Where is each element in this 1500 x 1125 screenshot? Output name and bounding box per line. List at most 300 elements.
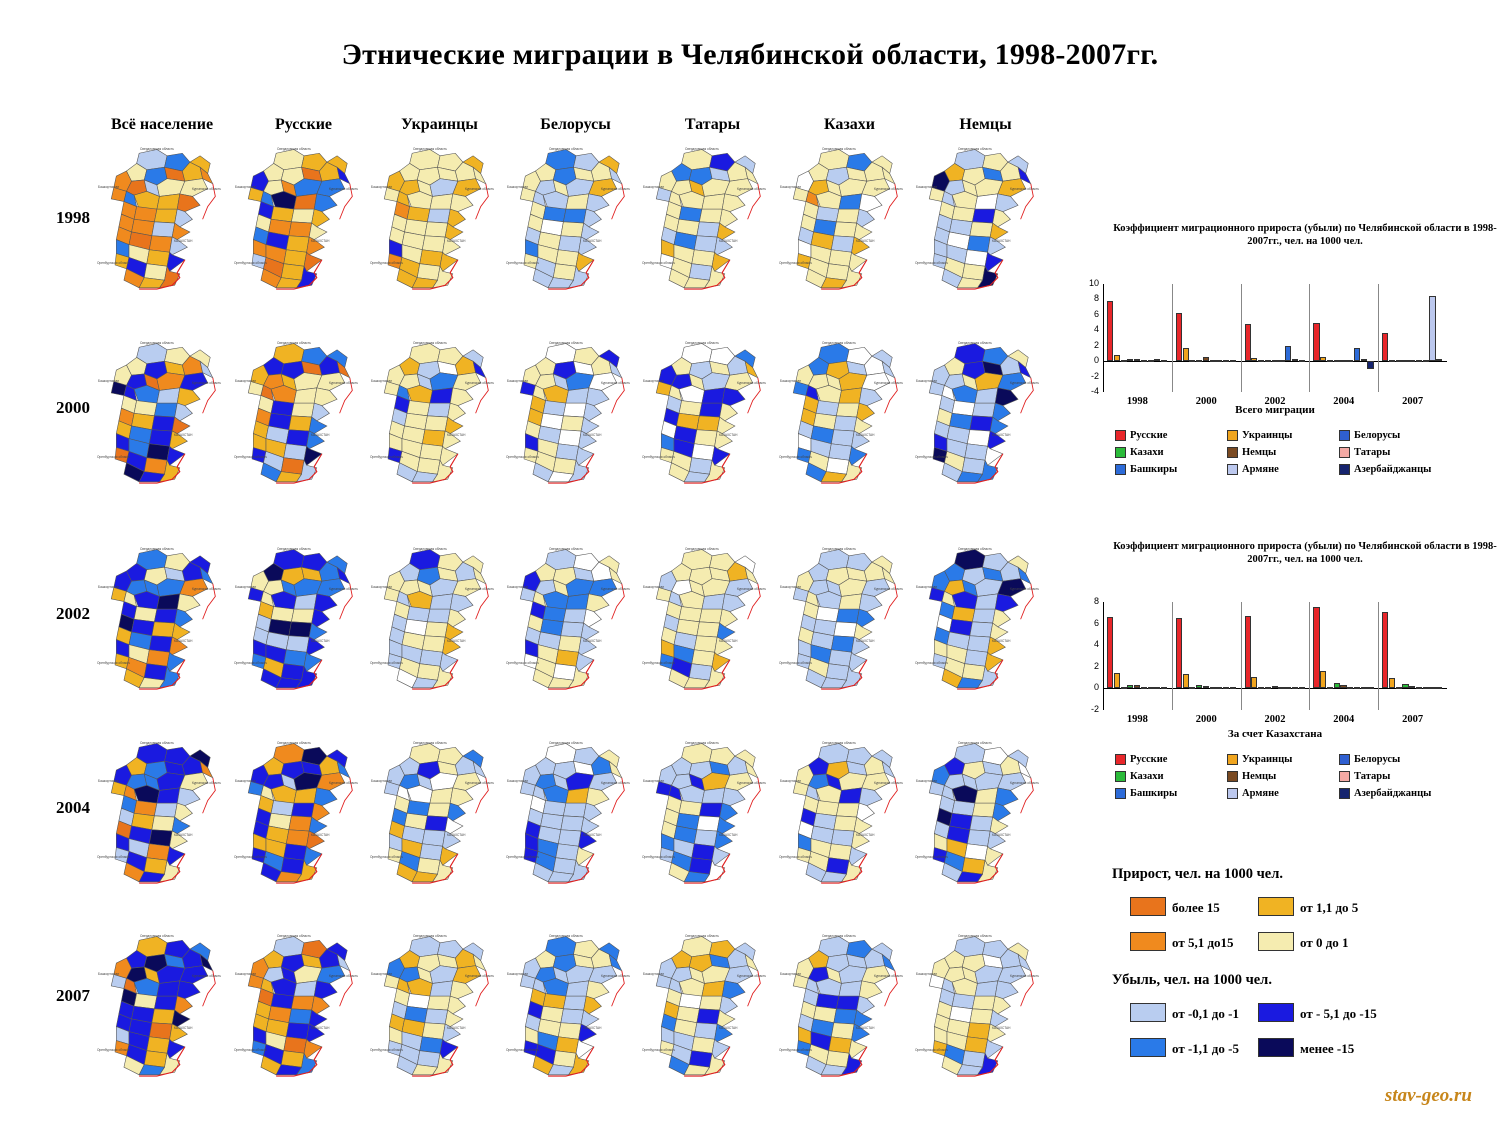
- chart-bar: [1389, 678, 1395, 689]
- chart-legend-label: Азербайджанцы: [1354, 464, 1432, 475]
- chart-legend-swatch: [1339, 430, 1350, 441]
- row-header-2000: 2000: [56, 398, 90, 417]
- map-2000-col6: [914, 337, 1046, 487]
- map-label-neighbor-4: КАЗАХСТАН: [447, 639, 466, 643]
- map-label-neighbor-2: Башкортостан: [235, 585, 257, 589]
- chart-legend-label: Татары: [1354, 447, 1391, 458]
- chart-bar: [1265, 360, 1271, 362]
- legend-growth-swatch-2: [1130, 932, 1166, 951]
- map-label-neighbor-4: КАЗАХСТАН: [856, 239, 875, 243]
- chart-ytick: 6: [1093, 617, 1099, 628]
- map-label-neighbor-1: Курганская область: [329, 781, 359, 785]
- chart-ytick: 4: [1093, 324, 1099, 335]
- chart-bar: [1127, 685, 1133, 689]
- map-1998-col4: [641, 143, 773, 293]
- map-label-neighbor-3: Оренбургская область: [915, 1048, 949, 1052]
- chart-ytick: 8: [1093, 293, 1099, 304]
- map-label-neighbor-0: Свердловская область: [822, 147, 856, 151]
- chart-bar: [1285, 346, 1291, 361]
- chart-bar: [1210, 360, 1216, 362]
- chart-legend-label: Русские: [1130, 430, 1168, 441]
- chart-bar: [1216, 360, 1222, 362]
- chart-bar: [1299, 360, 1305, 362]
- map-label-neighbor-0: Свердловская область: [140, 741, 174, 745]
- chart-legend-label: Азербайджанцы: [1354, 788, 1432, 799]
- map-label-neighbor-1: Курганская область: [737, 587, 767, 591]
- chart-bar: [1409, 360, 1415, 362]
- map-label-neighbor-2: Башкортостан: [507, 379, 529, 383]
- chart-group-divider: [1378, 284, 1379, 392]
- map-label-neighbor-1: Курганская область: [601, 187, 631, 191]
- chart-ytick: -2: [1090, 370, 1099, 381]
- chart-legend-item: [1227, 788, 1279, 799]
- chart-bar: [1134, 359, 1140, 361]
- chart-group-divider: [1241, 284, 1242, 392]
- chart-bar: [1141, 687, 1147, 689]
- map-2007-col0: [96, 930, 228, 1080]
- row-header-2004: 2004: [56, 798, 90, 817]
- chart-bar: [1327, 360, 1333, 362]
- map-2000-col4: [641, 337, 773, 487]
- chart-bar: [1313, 607, 1319, 688]
- chart-1-plot: [1088, 278, 1447, 407]
- chart-legend-swatch: [1227, 771, 1238, 782]
- map-label-neighbor-3: Оренбургская область: [506, 455, 540, 459]
- chart-2-legend: [1115, 754, 1455, 810]
- map-label-neighbor-4: КАЗАХСТАН: [719, 639, 738, 643]
- legend-decline-label-3: менее -15: [1300, 1041, 1355, 1056]
- map-label-neighbor-0: Свердловская область: [277, 341, 311, 345]
- map-label-neighbor-4: КАЗАХСТАН: [583, 1026, 602, 1030]
- chart-bar: [1436, 687, 1442, 689]
- map-label-neighbor-0: Свердловская область: [277, 547, 311, 551]
- map-label-neighbor-3: Оренбургская область: [506, 1048, 540, 1052]
- chart-category-label: 1998: [1126, 714, 1148, 725]
- map-label-neighbor-4: КАЗАХСТАН: [311, 833, 330, 837]
- chart-bar: [1189, 687, 1195, 689]
- chart-bar: [1134, 685, 1140, 688]
- map-label-neighbor-1: Курганская область: [1010, 187, 1040, 191]
- column-header-belorusy: Белорусы: [540, 116, 611, 133]
- map-label-neighbor-0: Свердловская область: [140, 341, 174, 345]
- chart-legend-item: [1227, 430, 1292, 441]
- chart-bar: [1183, 348, 1189, 361]
- chart-bar: [1327, 687, 1333, 689]
- map-label-neighbor-2: Башкортостан: [780, 379, 802, 383]
- map-2000-col3: [505, 337, 637, 487]
- chart-bar: [1423, 687, 1429, 689]
- column-header-russkie: Русские: [274, 116, 333, 133]
- chart-legend-label: Русские: [1130, 754, 1168, 765]
- chart-group-divider: [1309, 284, 1310, 392]
- map-label-neighbor-0: Свердловская область: [140, 934, 174, 938]
- map-label-neighbor-0: Свердловская область: [822, 341, 856, 345]
- map-label-neighbor-2: Башкортостан: [235, 972, 257, 976]
- chart-ytick: 2: [1093, 339, 1099, 350]
- map-2002-col2: [369, 543, 501, 693]
- chart-bar: [1223, 360, 1229, 362]
- chart-y-axis: [1103, 602, 1104, 710]
- map-label-neighbor-3: Оренбургская область: [915, 455, 949, 459]
- chart-bar: [1148, 360, 1154, 362]
- chart-legend-item: [1227, 771, 1276, 782]
- map-label-neighbor-4: КАЗАХСТАН: [719, 833, 738, 837]
- chart-legend-swatch: [1115, 771, 1126, 782]
- map-2004-col3: [505, 737, 637, 887]
- map-1998-col3: [505, 143, 637, 293]
- map-label-neighbor-4: КАЗАХСТАН: [447, 833, 466, 837]
- chart-legend-label: Казахи: [1130, 771, 1164, 782]
- map-label-neighbor-2: Башкортостан: [643, 585, 665, 589]
- chart-bar: [1299, 687, 1305, 689]
- map-label-neighbor-0: Свердловская область: [413, 341, 447, 345]
- map-2000-col2: [369, 337, 501, 487]
- map-label-neighbor-4: КАЗАХСТАН: [174, 433, 193, 437]
- chart-bar: [1367, 361, 1373, 369]
- map-label-neighbor-2: Башкортостан: [371, 972, 393, 976]
- chart-legend-label: Казахи: [1130, 447, 1164, 458]
- chart-bar: [1203, 357, 1209, 362]
- map-2002-col3: [505, 543, 637, 693]
- chart-y-axis: [1103, 284, 1104, 392]
- map-label-neighbor-4: КАЗАХСТАН: [856, 833, 875, 837]
- map-label-neighbor-3: Оренбургская область: [779, 261, 813, 265]
- map-label-neighbor-3: Оренбургская область: [370, 261, 404, 265]
- map-label-neighbor-1: Курганская область: [874, 187, 904, 191]
- chart-legend-label: Татары: [1354, 771, 1391, 782]
- chart-bar: [1416, 360, 1422, 362]
- chart-2-caption: За счет Казахстана: [1227, 728, 1323, 740]
- chart-legend-item: [1339, 788, 1431, 799]
- map-label-neighbor-4: КАЗАХСТАН: [992, 239, 1011, 243]
- page-title: Этнические миграции в Челябинской области, 1998-2007гг.: [341, 38, 1159, 71]
- map-label-neighbor-4: КАЗАХСТАН: [174, 833, 193, 837]
- map-1998-col0: [96, 143, 228, 293]
- legend-growth-label-1: от 1,1 до 5: [1300, 900, 1359, 915]
- map-label-neighbor-4: КАЗАХСТАН: [311, 239, 330, 243]
- map-label-neighbor-3: Оренбургская область: [642, 661, 676, 665]
- chart-bar: [1354, 348, 1360, 361]
- chart-legend-item: [1227, 447, 1276, 458]
- map-2004-col1: [233, 737, 365, 887]
- chart-ytick: 2: [1093, 660, 1099, 671]
- map-2004-col6: [914, 737, 1046, 887]
- chart-legend-label: Немцы: [1242, 447, 1277, 458]
- chart-1-caption: Всего миграции: [1235, 404, 1315, 416]
- map-label-neighbor-1: Курганская область: [601, 381, 631, 385]
- chart-2-plot: [1090, 596, 1447, 725]
- map-label-neighbor-0: Свердловская область: [140, 547, 174, 551]
- map-2007-col4: [641, 930, 773, 1080]
- chart-category-label: 2007: [1402, 714, 1424, 725]
- map-label-neighbor-2: Башкортостан: [507, 972, 529, 976]
- map-label-neighbor-1: Курганская область: [192, 187, 222, 191]
- chart-bar: [1382, 612, 1388, 689]
- chart-legend-label: Немцы: [1242, 771, 1277, 782]
- map-label-neighbor-1: Курганская область: [874, 381, 904, 385]
- map-label-neighbor-3: Оренбургская область: [234, 661, 268, 665]
- chart-legend-swatch: [1227, 754, 1238, 765]
- chart-bar: [1429, 687, 1435, 689]
- chart-bar: [1272, 360, 1278, 362]
- map-label-neighbor-3: Оренбургская область: [506, 855, 540, 859]
- map-label-neighbor-1: Курганская область: [737, 781, 767, 785]
- map-2002-col6: [914, 543, 1046, 693]
- map-2002-col0: [96, 543, 228, 693]
- map-label-neighbor-3: Оренбургская область: [370, 855, 404, 859]
- map-label-neighbor-1: Курганская область: [737, 187, 767, 191]
- legend-growth-swatch-3: [1258, 932, 1294, 951]
- map-label-neighbor-3: Оренбургская область: [642, 1048, 676, 1052]
- map-label-neighbor-3: Оренбургская область: [97, 661, 131, 665]
- map-label-neighbor-3: Оренбургская область: [234, 855, 268, 859]
- chart-legend-label: Украинцы: [1242, 754, 1293, 765]
- chart-bar: [1114, 355, 1120, 361]
- chart-category-label: 2004: [1333, 714, 1355, 725]
- chart-category-label: 1998: [1126, 396, 1148, 407]
- map-1998-col5: [778, 143, 910, 293]
- chart-bar: [1361, 359, 1367, 361]
- chart-bar: [1423, 360, 1429, 362]
- map-label-neighbor-1: Курганская область: [465, 587, 495, 591]
- map-label-neighbor-4: КАЗАХСТАН: [583, 833, 602, 837]
- map-label-neighbor-0: Свердловская область: [685, 741, 719, 745]
- chart-legend-swatch: [1339, 788, 1350, 799]
- map-2002-col4: [641, 543, 773, 693]
- chart-group-divider: [1172, 284, 1173, 392]
- chart-bar: [1107, 301, 1113, 361]
- chart-bar: [1354, 687, 1360, 689]
- map-label-neighbor-2: Башкортостан: [780, 585, 802, 589]
- chart-bar: [1347, 687, 1353, 689]
- map-label-neighbor-0: Свердловская область: [549, 741, 583, 745]
- map-2002-col5: [778, 543, 910, 693]
- map-label-neighbor-3: Оренбургская область: [370, 1048, 404, 1052]
- map-label-neighbor-2: Башкортостан: [235, 779, 257, 783]
- chart-bar: [1251, 677, 1257, 689]
- map-label-neighbor-1: Курганская область: [737, 974, 767, 978]
- legend-growth-label-3: от 0 до 1: [1300, 935, 1349, 950]
- chart-bar: [1107, 617, 1113, 688]
- map-label-neighbor-0: Свердловская область: [413, 741, 447, 745]
- chart-bar: [1176, 618, 1182, 688]
- map-label-neighbor-4: КАЗАХСТАН: [447, 433, 466, 437]
- map-label-neighbor-3: Оренбургская область: [370, 455, 404, 459]
- chart-legend-label: Белорусы: [1354, 430, 1401, 441]
- map-2004-col4: [641, 737, 773, 887]
- chart-legend-label: Армяне: [1242, 464, 1279, 475]
- chart-bar: [1183, 674, 1189, 688]
- map-label-neighbor-4: КАЗАХСТАН: [311, 639, 330, 643]
- chart-bar: [1161, 687, 1167, 689]
- chart-group-divider: [1309, 602, 1310, 710]
- row-header-1998: 1998: [56, 208, 90, 227]
- map-label-neighbor-2: Башкортостан: [371, 379, 393, 383]
- chart-legend-swatch: [1339, 464, 1350, 475]
- map-label-neighbor-3: Оренбургская область: [779, 455, 813, 459]
- map-label-neighbor-1: Курганская область: [874, 587, 904, 591]
- legend-growth-label-2: от 5,1 до15: [1172, 935, 1234, 950]
- chart-bar: [1334, 683, 1340, 688]
- chart-legend-item: [1115, 464, 1177, 475]
- chart-bar: [1334, 360, 1340, 362]
- map-2007-col2: [369, 930, 501, 1080]
- chart-legend-swatch: [1115, 430, 1126, 441]
- chart-legend-label: Армяне: [1242, 788, 1279, 799]
- chart-bar: [1292, 687, 1298, 689]
- chart-bar: [1121, 360, 1127, 362]
- chart-bar: [1416, 687, 1422, 689]
- map-label-neighbor-0: Свердловская область: [277, 147, 311, 151]
- map-label-neighbor-1: Курганская область: [601, 781, 631, 785]
- chart-bar: [1409, 686, 1415, 688]
- chart-category-label: 2004: [1333, 396, 1355, 407]
- map-label-neighbor-1: Курганская область: [465, 381, 495, 385]
- map-label-neighbor-3: Оренбургская область: [506, 261, 540, 265]
- map-label-neighbor-4: КАЗАХСТАН: [856, 639, 875, 643]
- chart-bar: [1154, 359, 1160, 361]
- map-label-neighbor-1: Курганская область: [192, 381, 222, 385]
- chart-bar: [1320, 357, 1326, 361]
- row-header-2007: 2007: [56, 986, 90, 1005]
- legend-decline-label-2: от -1,1 до -5: [1172, 1041, 1239, 1056]
- map-2007-col3: [505, 930, 637, 1080]
- chart-group-divider: [1172, 602, 1173, 710]
- map-label-neighbor-4: КАЗАХСТАН: [174, 639, 193, 643]
- chart-bar: [1272, 686, 1278, 688]
- map-label-neighbor-2: Башкортостан: [371, 779, 393, 783]
- map-label-neighbor-3: Оренбургская область: [779, 855, 813, 859]
- legend-decline-label-1: от - 5,1 до -15: [1300, 1006, 1377, 1021]
- map-label-neighbor-3: Оренбургская область: [642, 855, 676, 859]
- map-label-neighbor-1: Курганская область: [465, 974, 495, 978]
- legend-growth-swatch-1: [1258, 897, 1294, 916]
- chart-bar: [1313, 323, 1319, 361]
- map-label-neighbor-0: Свердловская область: [413, 147, 447, 151]
- chart-bar: [1402, 684, 1408, 689]
- map-label-neighbor-3: Оренбургская область: [642, 455, 676, 459]
- map-label-neighbor-1: Курганская область: [1010, 381, 1040, 385]
- chart-legend-swatch: [1227, 430, 1238, 441]
- map-label-neighbor-2: Башкортостан: [98, 585, 120, 589]
- map-label-neighbor-0: Свердловская область: [140, 147, 174, 151]
- chart-legend-swatch: [1115, 447, 1126, 458]
- map-label-neighbor-3: Оренбургская область: [915, 261, 949, 265]
- map-2004-col0: [96, 737, 228, 887]
- map-label-neighbor-1: Курганская область: [874, 974, 904, 978]
- map-label-neighbor-4: КАЗАХСТАН: [719, 433, 738, 437]
- map-label-neighbor-1: Курганская область: [1010, 781, 1040, 785]
- chart-legend-label: Башкиры: [1130, 788, 1178, 799]
- map-label-neighbor-2: Башкортостан: [916, 379, 938, 383]
- map-label-neighbor-3: Оренбургская область: [506, 661, 540, 665]
- chart-bar: [1245, 324, 1251, 361]
- map-label-neighbor-3: Оренбургская область: [915, 855, 949, 859]
- chart-bar: [1340, 685, 1346, 688]
- chart-group-divider: [1241, 602, 1242, 710]
- chart-bar: [1396, 687, 1402, 689]
- chart-legend-item: [1339, 771, 1390, 782]
- map-label-neighbor-2: Башкортостан: [916, 972, 938, 976]
- map-label-neighbor-2: Башкортостан: [507, 185, 529, 189]
- chart-bar: [1278, 687, 1284, 689]
- map-label-neighbor-2: Башкортостан: [371, 585, 393, 589]
- chart-bar: [1251, 358, 1257, 361]
- map-label-neighbor-1: Курганская область: [465, 187, 495, 191]
- chart-ytick: -4: [1090, 386, 1099, 396]
- map-label-neighbor-3: Оренбургская область: [370, 661, 404, 665]
- map-2007-col5: [778, 930, 910, 1080]
- map-label-neighbor-1: Курганская область: [1010, 974, 1040, 978]
- watermark: stav-geo.ru: [1384, 1085, 1472, 1106]
- map-label-neighbor-4: КАЗАХСТАН: [856, 433, 875, 437]
- chart-bar: [1278, 360, 1284, 362]
- map-label-neighbor-4: КАЗАХСТАН: [856, 1026, 875, 1030]
- chart-bar: [1361, 687, 1367, 689]
- chart-ytick: 0: [1093, 355, 1099, 366]
- chart-ytick: 10: [1088, 278, 1099, 288]
- chart-1-title: Коэффициент миграционного прироста (убыли) по Челябинской области в 1998-2007гг., чел. на 1000 чел.: [1113, 223, 1497, 248]
- chart-bar: [1396, 360, 1402, 362]
- map-label-neighbor-2: Башкортостан: [643, 185, 665, 189]
- chart-bar: [1285, 687, 1291, 689]
- chart-category-label: 2002: [1264, 714, 1286, 725]
- legend-growth-swatch-0: [1130, 897, 1166, 916]
- map-label-neighbor-1: Курганская область: [874, 781, 904, 785]
- map-label-neighbor-0: Свердловская область: [958, 341, 992, 345]
- map-label-neighbor-1: Курганская область: [1010, 587, 1040, 591]
- map-label-neighbor-1: Курганская область: [601, 974, 631, 978]
- map-label-neighbor-2: Башкортостан: [507, 779, 529, 783]
- map-2004-col2: [369, 737, 501, 887]
- map-label-neighbor-0: Свердловская область: [549, 341, 583, 345]
- map-label-neighbor-2: Башкортостан: [98, 379, 120, 383]
- map-label-neighbor-3: Оренбургская область: [779, 661, 813, 665]
- chart-bar: [1141, 360, 1147, 362]
- chart-ytick: 8: [1093, 596, 1099, 606]
- chart-legend-swatch: [1227, 788, 1238, 799]
- map-label-neighbor-2: Башкортостан: [643, 779, 665, 783]
- map-label-neighbor-0: Свердловская область: [413, 547, 447, 551]
- map-label-neighbor-2: Башкортостан: [507, 585, 529, 589]
- chart-legend-item: [1339, 754, 1400, 765]
- chart-legend-item: [1339, 447, 1390, 458]
- chart-bar: [1320, 671, 1326, 688]
- chart-legend-swatch: [1227, 447, 1238, 458]
- chart-bar: [1121, 687, 1127, 689]
- chart-ytick: 4: [1093, 639, 1099, 650]
- chart-bar: [1148, 687, 1154, 689]
- map-label-neighbor-3: Оренбургская область: [642, 261, 676, 265]
- map-label-neighbor-1: Курганская область: [465, 781, 495, 785]
- map-label-neighbor-2: Башкортостан: [780, 185, 802, 189]
- chart-bar: [1402, 360, 1408, 362]
- chart-bar: [1230, 360, 1236, 362]
- chart-bar: [1127, 359, 1133, 361]
- map-label-neighbor-0: Свердловская область: [822, 741, 856, 745]
- map-label-neighbor-3: Оренбургская область: [97, 261, 131, 265]
- map-label-neighbor-4: КАЗАХСТАН: [583, 639, 602, 643]
- map-label-neighbor-4: КАЗАХСТАН: [992, 1026, 1011, 1030]
- chart-legend-swatch: [1339, 754, 1350, 765]
- map-label-neighbor-2: Башкортостан: [98, 972, 120, 976]
- chart-ytick: 0: [1093, 682, 1099, 693]
- chart-bar: [1258, 687, 1264, 689]
- chart-legend-item: [1227, 464, 1279, 475]
- map-label-neighbor-4: КАЗАХСТАН: [992, 639, 1011, 643]
- chart-legend-item: [1339, 464, 1431, 475]
- legend-decline-swatch-0: [1130, 1003, 1166, 1022]
